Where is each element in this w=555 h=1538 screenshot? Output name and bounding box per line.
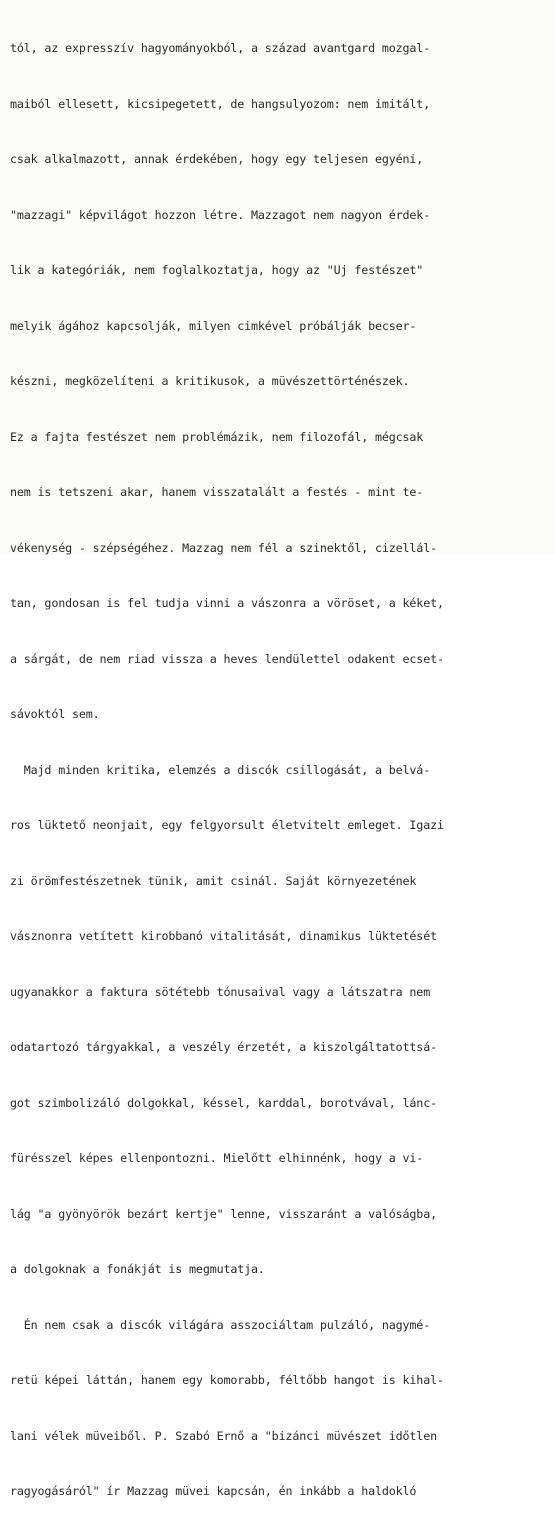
text-line: melyik ágához kapcsolják, milyen cimkével próbálják becser- (10, 318, 417, 333)
text-line: csak alkalmazott, annak érdekében, hogy egy teljesen egyéni, (10, 152, 424, 166)
text-line: ragyogásáról" ír Mazzag müvei kapcsán, én inkább a haldokló (10, 1484, 417, 1498)
text-line: Én nem csak a discók világára asszociáltam pulzáló, nagymé- (10, 1317, 431, 1332)
text-line: a dolgoknak a fonákját is megmutatja. (10, 1262, 265, 1276)
text-line: a sárgát, de nem riad vissza a heves lendülettel odakent ecset- (10, 651, 444, 666)
text-line: ros lüktető neonjait, egy felgyorsult életvitelt emleget. Igazi (10, 818, 444, 832)
text-line: sávoktól sem. (10, 707, 100, 721)
text-line: fürésszel képes ellenpontozni. Mielőtt elhinnénk, hogy a vi- (10, 1151, 424, 1165)
text-line: nem is tetszeni akar, hanem visszatalált a festés - mint te- (10, 485, 424, 499)
text-line: vásznonra vetített kirobbanó vitalitását, dinamikus lüktetését (10, 929, 437, 943)
text-line: vékenység - szépségéhez. Mazzag nem fél a szinektől, cizellál- (10, 540, 437, 555)
text-line: készni, megközelíteni a kritikusok, a müvészettörténészek. (10, 374, 410, 388)
text-line: zi örömfestészetnek tünik, amit csinál. Saját környezetének (10, 873, 417, 888)
text-line: Majd minden kritika, elemzés a discók csillogását, a belvá- (10, 762, 431, 777)
text-line: tan, gondosan is fel tudja vinni a vászonra a vöröset, a kéket, (10, 596, 444, 610)
text-line: lani vélek müveiből. P. Szabó Ernő a "bizánci müvészet időtlen (10, 1428, 437, 1443)
text-line: odatartozó tárgyakkal, a veszély érzetét, a kiszolgáltatottsá- (10, 1040, 437, 1054)
text-line: lág "a gyönyörök bezárt kertje" lenne, visszaránt a valóságba, (10, 1206, 437, 1221)
text-line: retü képei láttán, hanem egy komorabb, féltőbb hangot is kihal- (10, 1373, 444, 1387)
text-line: tól, az expresszív hagyományokból, a század avantgard mozgal- (10, 41, 431, 55)
text-line: got szimbolizáló dolgokkal, késsel, karddal, borotvával, lánc- (10, 1095, 437, 1110)
text-line: Ez a fajta festészet nem problémázik, nem filozofál, mégcsak (10, 429, 424, 444)
text-line: "mazzagi" képvilágot hozzon létre. Mazzagot nem nagyon érdek- (10, 207, 431, 222)
text-line: maiból ellesett, kicsipegetett, de hangsulyozom: nem imitált, (10, 96, 431, 111)
text-line: lik a kategóriák, nem foglalkoztatja, hogy az "Uj festészet" (10, 263, 424, 277)
text-line: ugyanakkor a faktura sötétebb tónusaival vagy a látszatra nem (10, 984, 431, 999)
typescript-text-block (10, 2, 550, 1538)
